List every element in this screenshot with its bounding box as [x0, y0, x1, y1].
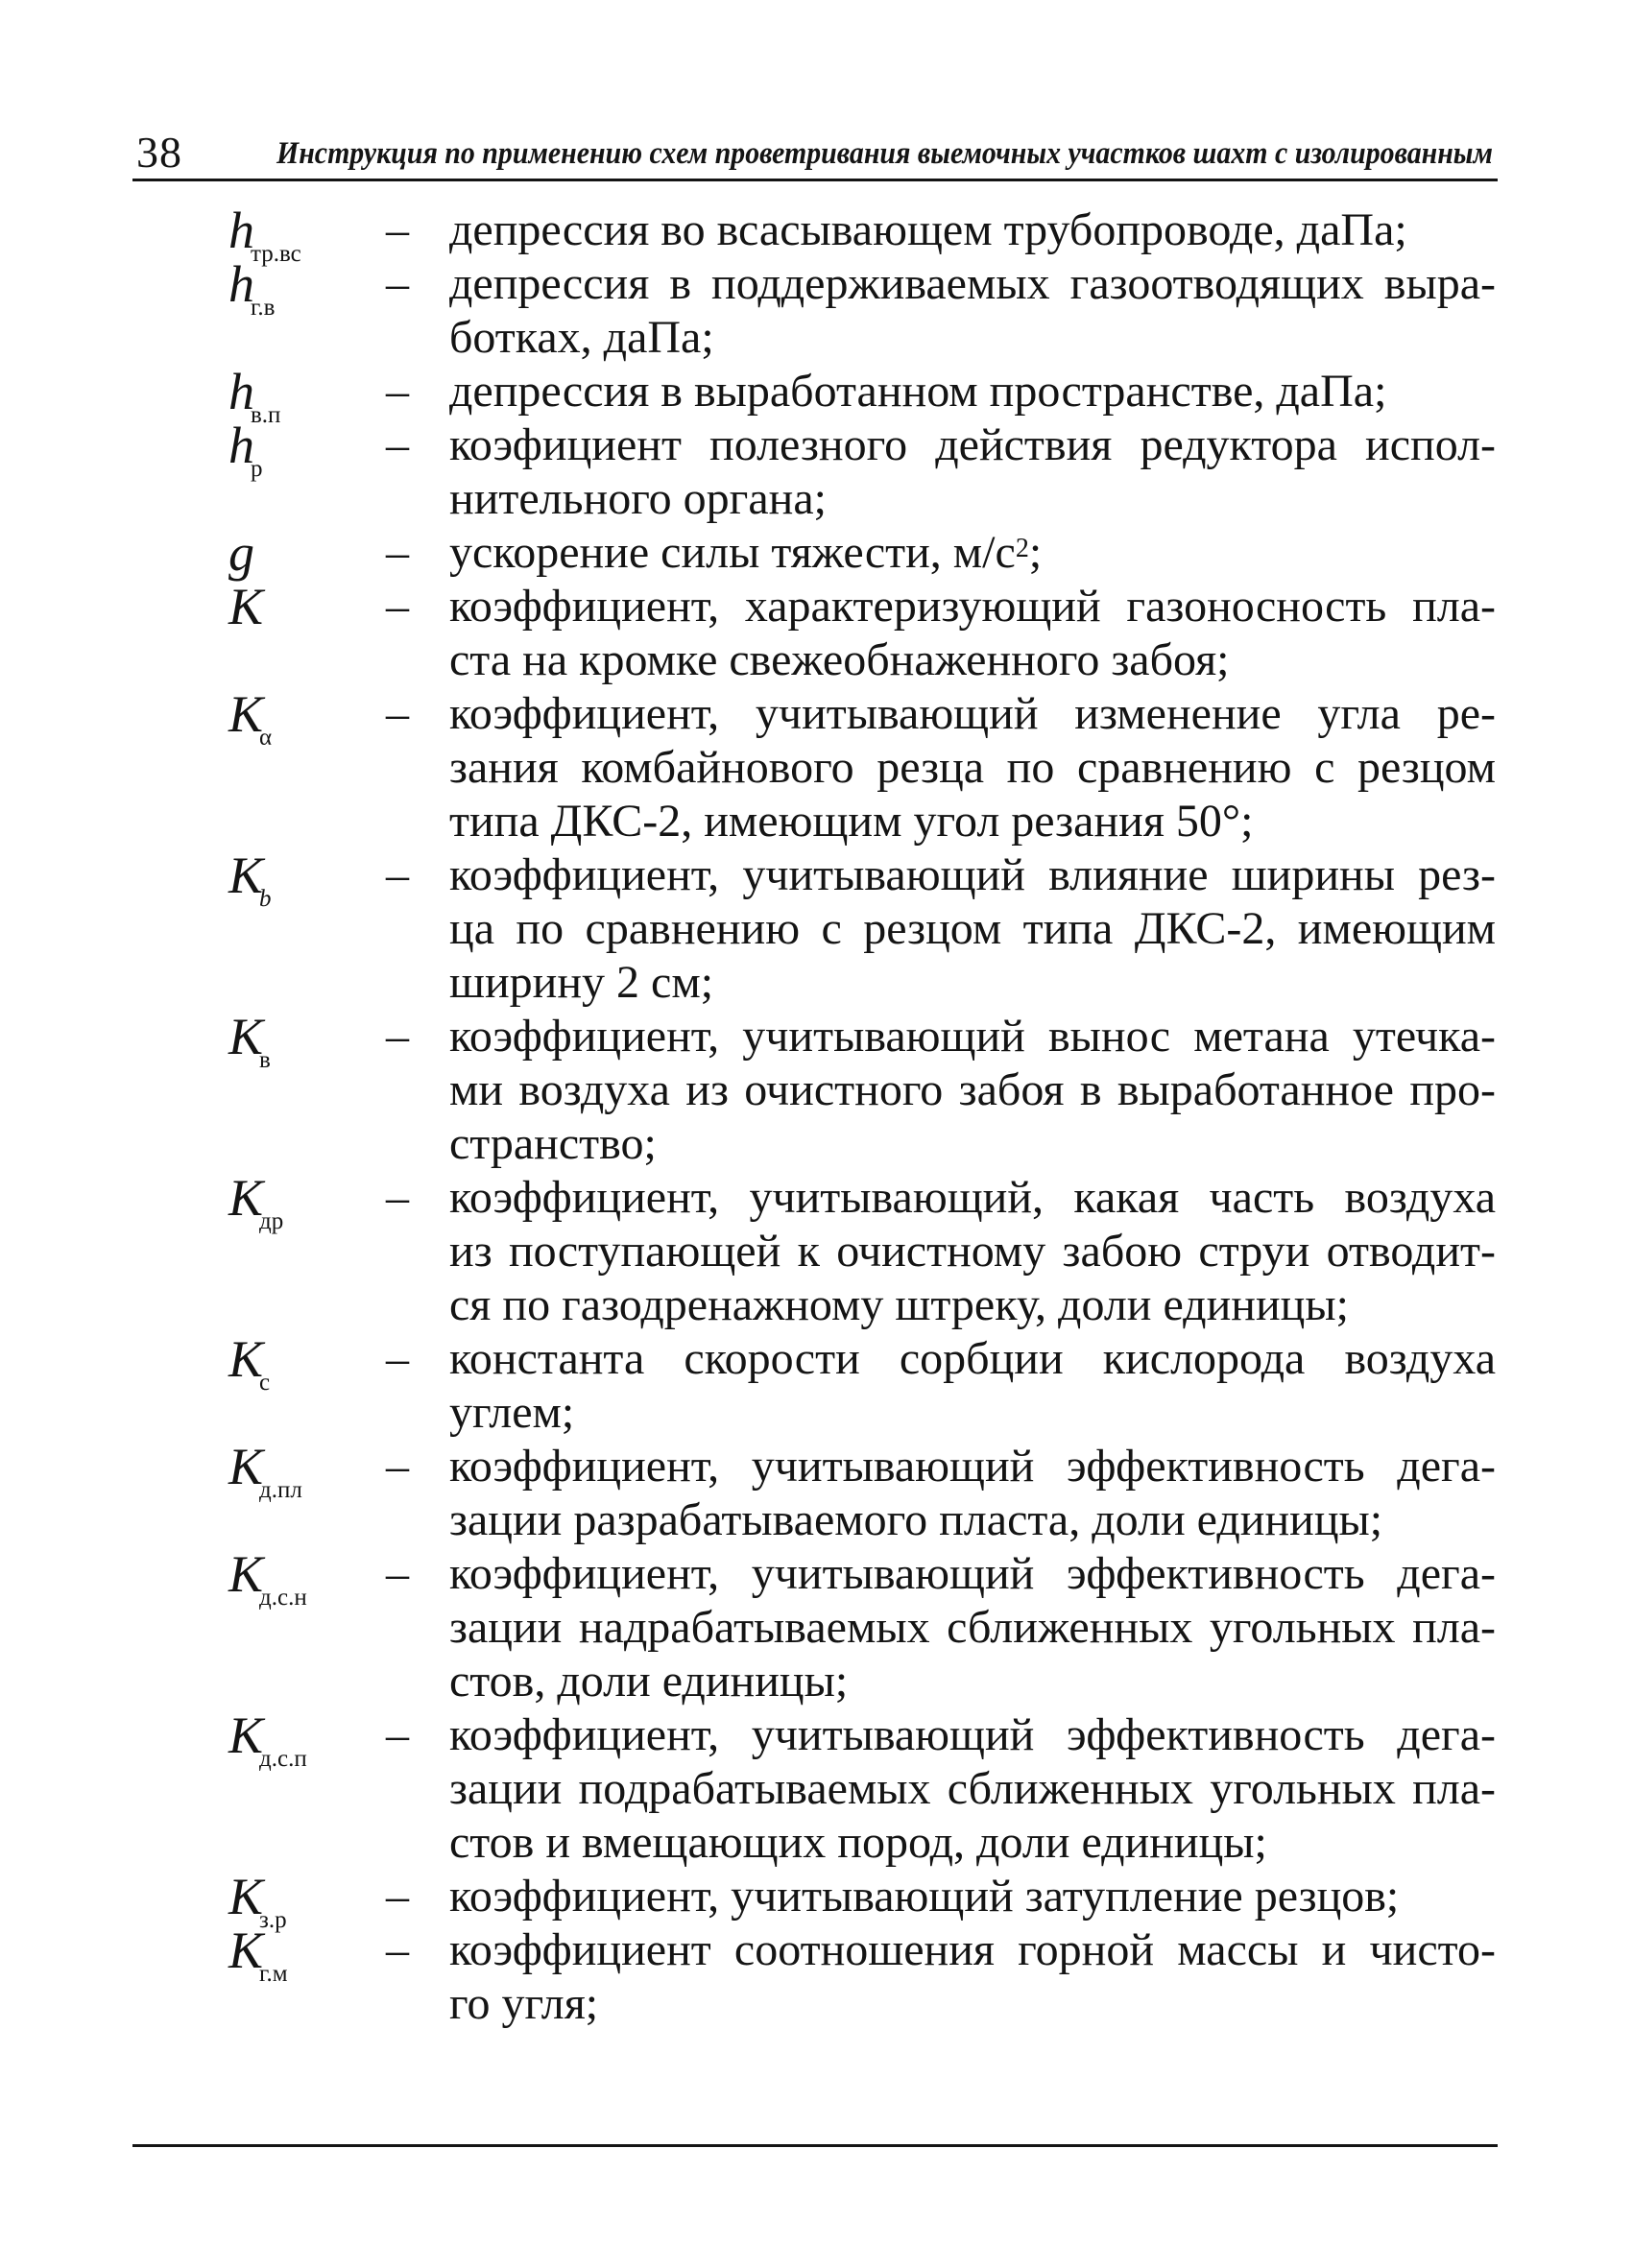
- notation-symbol: $K_{з.р}$: [228, 1868, 287, 1933]
- notation-symbol: $K_в$: [228, 1008, 271, 1073]
- notation-symbol: $h_р$: [228, 417, 263, 482]
- description-line: коэффициент, учитывающий, какая часть воздуха: [449, 1172, 1496, 1223]
- entry-dash: –: [386, 204, 409, 255]
- notation-description: [449, 848, 1496, 1010]
- description-line: коэффициент соотношения горной массы и чисто-: [449, 1924, 1496, 1975]
- symbol-subscript: д.пл: [259, 1477, 302, 1503]
- notation-symbol: $h_{в.п}$: [228, 363, 281, 428]
- symbol-subscript: α: [259, 725, 273, 751]
- notation-symbol: $h_{тр.вс}$: [228, 202, 301, 267]
- notation-description: [449, 1923, 1496, 2031]
- description-line: коэффициент, характеризующий газоносность пла-: [449, 581, 1496, 632]
- description-line: ускорение силы тяжести, $м/с^2$;: [449, 527, 1043, 578]
- description-line: из поступающей к очистному забою струи отводит-: [449, 1226, 1496, 1277]
- notation-description: [449, 257, 1496, 365]
- description-line: коэффициент, учитывающий затупление резцов;: [449, 1871, 1400, 1922]
- notation-description: [449, 1547, 1496, 1708]
- notation-symbol: $h_{г.в}$: [228, 255, 276, 321]
- description-line: коэффициент, учитывающий эффективность дега-: [449, 1548, 1496, 1599]
- notation-symbol: $K_b$: [228, 847, 272, 912]
- notation-symbol: $K_с$: [228, 1330, 271, 1396]
- entry-dash: –: [386, 258, 409, 309]
- entry-dash: –: [386, 1011, 409, 1062]
- notation-description: [449, 1332, 1496, 1440]
- notation-symbol: $K_{д.с.н}$: [228, 1545, 307, 1611]
- description-line: константа скорости сорбции кислорода воздуха: [449, 1333, 1496, 1384]
- description-line: стов, доли единицы;: [449, 1656, 849, 1707]
- description-line: ботках, даПа;: [449, 312, 714, 363]
- description-line: углем;: [449, 1387, 575, 1438]
- superscript: 2: [1015, 534, 1029, 563]
- notation-description: [449, 1870, 1496, 1923]
- notation-symbol: g: [228, 524, 254, 582]
- notation-description: [449, 418, 1496, 526]
- description-line: ста на кромке свежеобнаженного забоя;: [449, 634, 1230, 685]
- description-line: ца по сравнению с резцом типа ДКС-2, имеющим: [449, 903, 1496, 954]
- description-line: ширину 2 см;: [449, 957, 714, 1008]
- entry-dash: –: [386, 527, 409, 578]
- symbol-subscript: с: [259, 1370, 271, 1396]
- description-line: типа ДКС-2, имеющим угол резания 50°;: [449, 796, 1254, 847]
- notation-symbol: $K_\alpha$: [228, 685, 273, 751]
- footer-rule: [132, 2144, 1498, 2147]
- description-line: депрессия в поддерживаемых газоотводящих выра-: [449, 258, 1496, 309]
- description-line: стов и вмещающих пород, доли единицы;: [449, 1817, 1267, 1868]
- description-line: зации подрабатываемых сближенных угольных пла-: [449, 1763, 1496, 1814]
- symbol-subscript: з.р: [259, 1907, 287, 1933]
- notation-description: [449, 1010, 1496, 1171]
- description-line: зания комбайнового резца по сравнению с резцом: [449, 742, 1496, 793]
- description-line: коэффициент, учитывающий эффективность дега-: [449, 1709, 1496, 1760]
- notation-symbol: K: [228, 578, 264, 635]
- entry-dash: –: [386, 849, 409, 900]
- entry-dash: –: [386, 688, 409, 739]
- symbol-subscript: д.с.н: [259, 1585, 307, 1611]
- symbol-subscript: д.с.п: [259, 1746, 307, 1772]
- notation-symbol: $K_{д.с.п}$: [228, 1707, 307, 1772]
- entry-dash: –: [386, 1441, 409, 1492]
- notation-description: [449, 1440, 1496, 1547]
- entry-dash: –: [386, 1871, 409, 1922]
- symbol-subscript: b: [259, 886, 272, 912]
- notation-symbol: $K_{др}$: [228, 1169, 284, 1234]
- entry-dash: –: [386, 419, 409, 470]
- description-line: депрессия в выработанном пространстве, даПа;: [449, 366, 1387, 417]
- symbol-subscript: г.м: [259, 1961, 288, 1987]
- description-line: странство;: [449, 1118, 657, 1169]
- description-line: нительного органа;: [449, 473, 827, 524]
- page-number: 38: [136, 128, 182, 177]
- description-line: депрессия во всасывающем трубопроводе, даПа;: [449, 204, 1407, 255]
- notation-symbol: $K_{д.пл}$: [228, 1438, 302, 1503]
- symbol-subscript: г.в: [251, 295, 276, 321]
- description-line: зации надрабатываемых сближенных угольных пла-: [449, 1602, 1496, 1653]
- symbol-subscript: тр.вс: [251, 241, 301, 267]
- description-line: коэффициент, учитывающий эффективность дега-: [449, 1441, 1496, 1492]
- notation-description: [449, 687, 1496, 848]
- entry-dash: –: [386, 1333, 409, 1384]
- notation-description: [449, 203, 1496, 257]
- notation-description: [449, 526, 1496, 580]
- description-line: ся по газодренажному штреку, доли единицы;: [449, 1279, 1349, 1330]
- symbol-subscript: др: [259, 1208, 284, 1234]
- description-line: коэффициент, учитывающий изменение угла ре-: [449, 688, 1496, 739]
- description-line: зации разрабатываемого пласта, доли единицы;: [449, 1494, 1383, 1545]
- notation-symbol: $K_{г.м}$: [228, 1922, 288, 1987]
- notation-description: [449, 580, 1496, 687]
- description-line: го угля;: [449, 1978, 599, 2029]
- entry-dash: –: [386, 1172, 409, 1223]
- symbol-subscript: р: [251, 456, 263, 482]
- running-title: Инструкция по применению схем проветривания выемочных участков шахт с изолированным: [276, 136, 1493, 171]
- entry-dash: –: [386, 581, 409, 632]
- entry-dash: –: [386, 1709, 409, 1760]
- entry-dash: –: [386, 1924, 409, 1975]
- notation-description: [449, 1708, 1496, 1870]
- description-line: коэфициент полезного действия редуктора испол-: [449, 419, 1496, 470]
- symbol-subscript: в.п: [251, 402, 281, 428]
- symbol-subscript: в: [259, 1047, 271, 1073]
- description-line: ми воздуха из очистного забоя в выработанное про-: [449, 1064, 1496, 1115]
- description-line: коэффициент, учитывающий влияние ширины рез-: [449, 849, 1496, 900]
- entry-dash: –: [386, 1548, 409, 1599]
- entry-dash: –: [386, 366, 409, 417]
- notation-description: [449, 1171, 1496, 1332]
- description-line: коэффициент, учитывающий вынос метана утечка-: [449, 1011, 1496, 1062]
- notation-description: [449, 365, 1496, 418]
